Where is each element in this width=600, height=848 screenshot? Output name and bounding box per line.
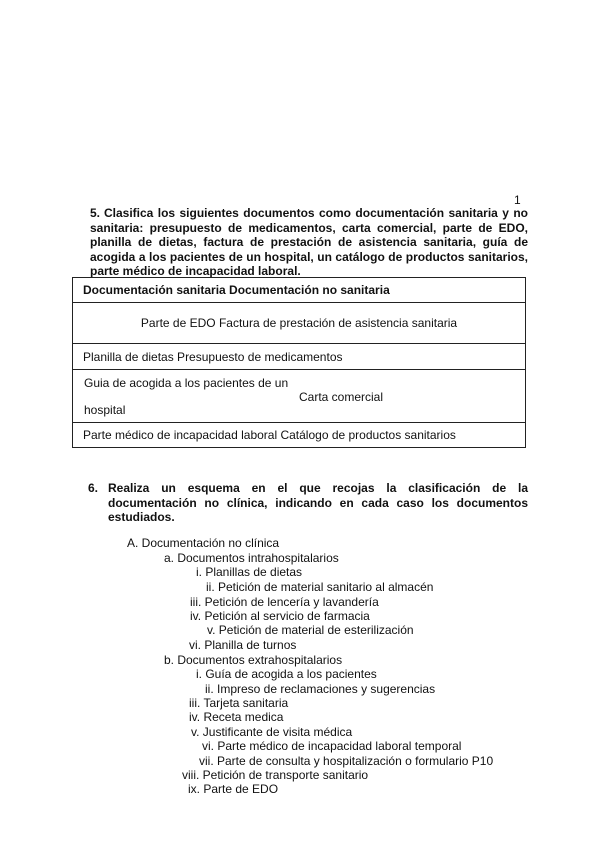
question-5 [90,206,528,279]
outline-item: i. Guía de acogida a los pacientes [196,667,377,681]
question-6 [88,481,528,525]
outline-item: ii. Impreso de reclamaciones y sugerencias [205,682,436,696]
outline-item: v. Petición de material de esterilización [207,623,414,637]
outline-item: i. Planillas de dietas [196,565,303,579]
outline-item: ix. Parte de EDO [188,782,279,796]
outline-item: b. Documentos extrahospitalarios [164,653,343,667]
cell-line-2: hospital [84,403,126,417]
table-row [73,303,526,344]
table-row [73,344,526,370]
page-number: 1 [514,193,521,207]
outline-item: A. Documentación no clínica [127,536,280,550]
question-6-number: 6. [88,481,99,495]
question-6-text: Realiza un esquema en el que recojas la clasificación de la documentación no clínica, indicando en cada caso los documentos estudiados. [108,481,528,524]
outline-item: ii. Petición de material sanitario al almacén [206,580,434,594]
classification-table [72,277,526,448]
table-cell-split [73,370,526,423]
outline-item: iv. Petición al servicio de farmacia [190,609,370,623]
table-header: Documentación sanitaria Documentación no sanitaria [73,278,526,303]
cell-line-1: Guia de acogida a los pacientes de un [84,376,289,390]
question-5-number: 5. [90,206,101,220]
question-5-text: Clasifica los siguientes documentos como documentación sanitaria y no sanitaria: presupuesto de medicamentos, carta comercial, parte de EDO, planilla de dietas, factura de prestación de asistencia sanitaria, guía de acogida a los pacientes de un hospital, un catálogo de productos sanitarios, parte médico de incapacidad laboral. [90,206,528,278]
outline-item: a. Documentos intrahospitalarios [164,551,339,565]
outline-item: vii. Parte de consulta y hospitalización o formulario P10 [199,754,494,768]
table-row [73,423,526,448]
cell-right: Carta comercial [299,390,384,404]
table-row [73,370,526,423]
outline-item: vi. Planilla de turnos [189,638,297,652]
outline-item: v. Justificante de visita médica [191,725,353,739]
outline-item: vi. Parte médico de incapacidad laboral temporal [202,739,462,753]
table-cell: Parte médico de incapacidad laboral Catálogo de productos sanitarios [73,423,526,448]
outline-item: viii. Petición de transporte sanitario [182,768,369,782]
outline-item: iii. Petición de lencería y lavandería [190,595,379,609]
table-cell: Parte de EDO Factura de prestación de asistencia sanitaria [73,303,526,344]
table-cell: Planilla de dietas Presupuesto de medicamentos [73,344,526,370]
table-header-row [73,278,526,303]
outline-item: iv. Receta medica [189,710,284,724]
outline-item: iii. Tarjeta sanitaria [189,696,289,710]
